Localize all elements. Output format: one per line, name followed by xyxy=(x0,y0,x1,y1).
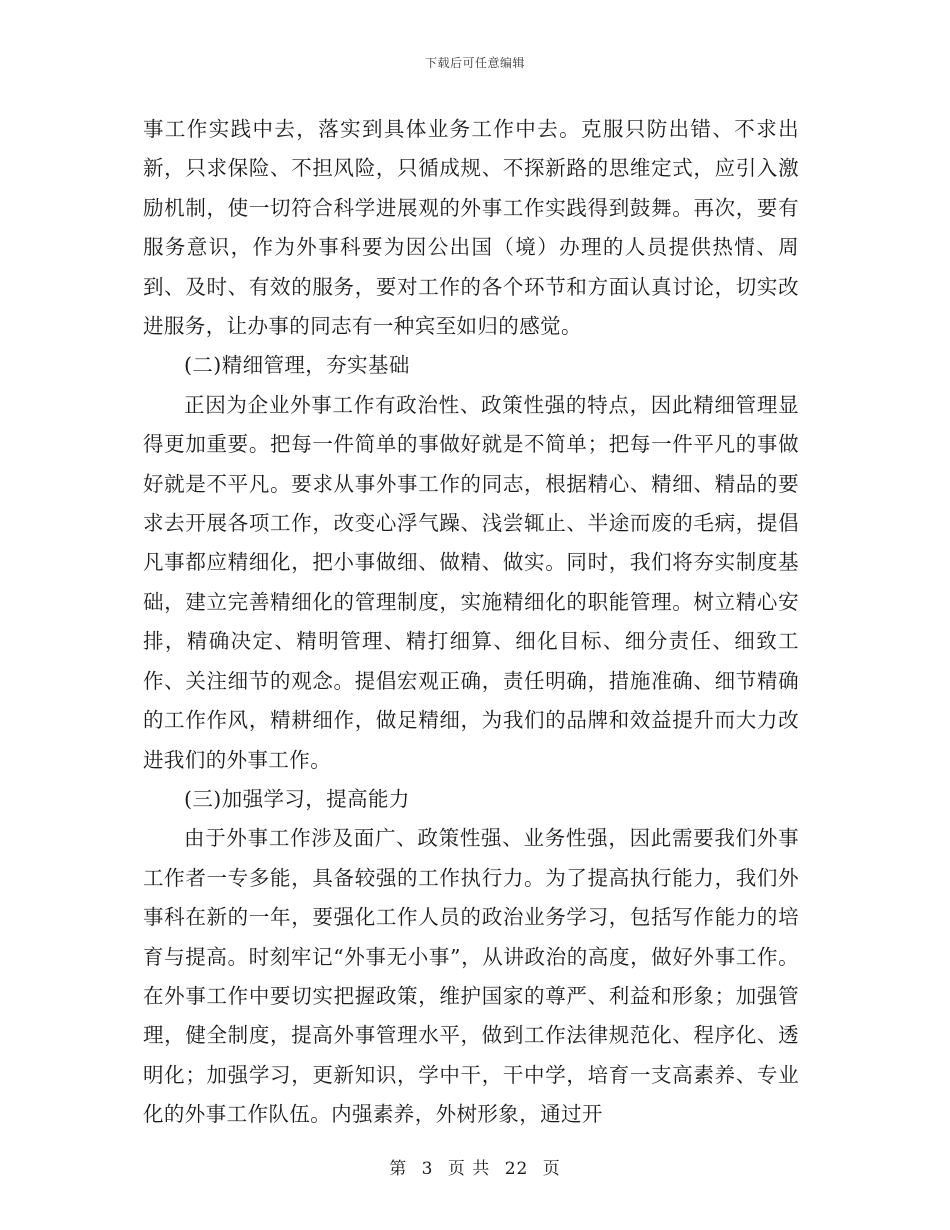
body-text xyxy=(143,110,799,1135)
paragraph-fine-management: 正因为企业外事工作有政治性、政策性强的特点，因此精细管理显得更加重要。把每一件简单的事做好就是不简单；把每一件平凡的事做好就是不平凡。要求从事外事工作的同志，根据精心、精细、精品的要求去开展各项工作，改变心浮气躁、浅尝辄止、半途而废的毛病，提倡凡事都应精细化，把小事做细、做精、做实。同时，我们将夯实制度基础，建立完善精细化的管理制度，实施精细化的职能管理。树立精心安排，精确决定、精明管理、精打细算、细化目标、细分责任、细致工作、关注细节的观念。提倡宏观正确，责任明确，措施准确、细节精确的工作作风，精耕细作，做足精细，为我们的品牌和效益提升而大力改进我们的外事工作。 xyxy=(143,392,799,772)
total-page-number: 22 xyxy=(504,1159,529,1179)
current-page-number: 3 xyxy=(421,1159,434,1179)
header-note: 下载后可任意编辑 xyxy=(424,56,525,70)
paragraph-continuation: 事工作实践中去，落实到具体业务工作中去。克服只防出错、不求出新，只求保险、不担风险，只循成规、不探新路的思维定式，应引入激励机制，使一切符合科学进展观的外事工作实践得到鼓舞。再次，要有服务意识，作为外事科要为因公出国（境）办理的人员提供热情、周到、及时、有效的服务，要对工作的各个环节和方面认真讨论，切实改进服务，让办事的同志有一种宾至如归的感觉。 xyxy=(143,117,799,339)
section-heading-3: (三)加强学习，提高能力 xyxy=(184,786,410,811)
page-footer xyxy=(0,1154,950,1179)
footer-middle: 页 共 xyxy=(447,1159,491,1179)
section-heading-2: (二)精细管理，夯实基础 xyxy=(184,353,410,378)
footer-prefix: 第 xyxy=(389,1159,408,1179)
footer-suffix: 页 xyxy=(542,1159,561,1179)
paragraph-learning: 由于外事工作涉及面广、政策性强、业务性强，因此需要我们外事工作者一专多能，具备较强的工作执行力。为了提高执行能力，我们外事科在新的一年，要强化工作人员的政治业务学习，包括写作能力的培育与提高。时刻牢记“外事无小事”，从讲政治的高度，做好外事工作。在外事工作中要切实把握政策，维护国家的尊严、利益和形象；加强管理，健全制度，提高外事管理水平，做到工作法律规范化、程序化、透明化；加强学习，更新知识，学中干，干中学，培育一支高素养、专业化的外事工作队伍。内强素养，外树形象，通过开 xyxy=(143,826,799,1127)
